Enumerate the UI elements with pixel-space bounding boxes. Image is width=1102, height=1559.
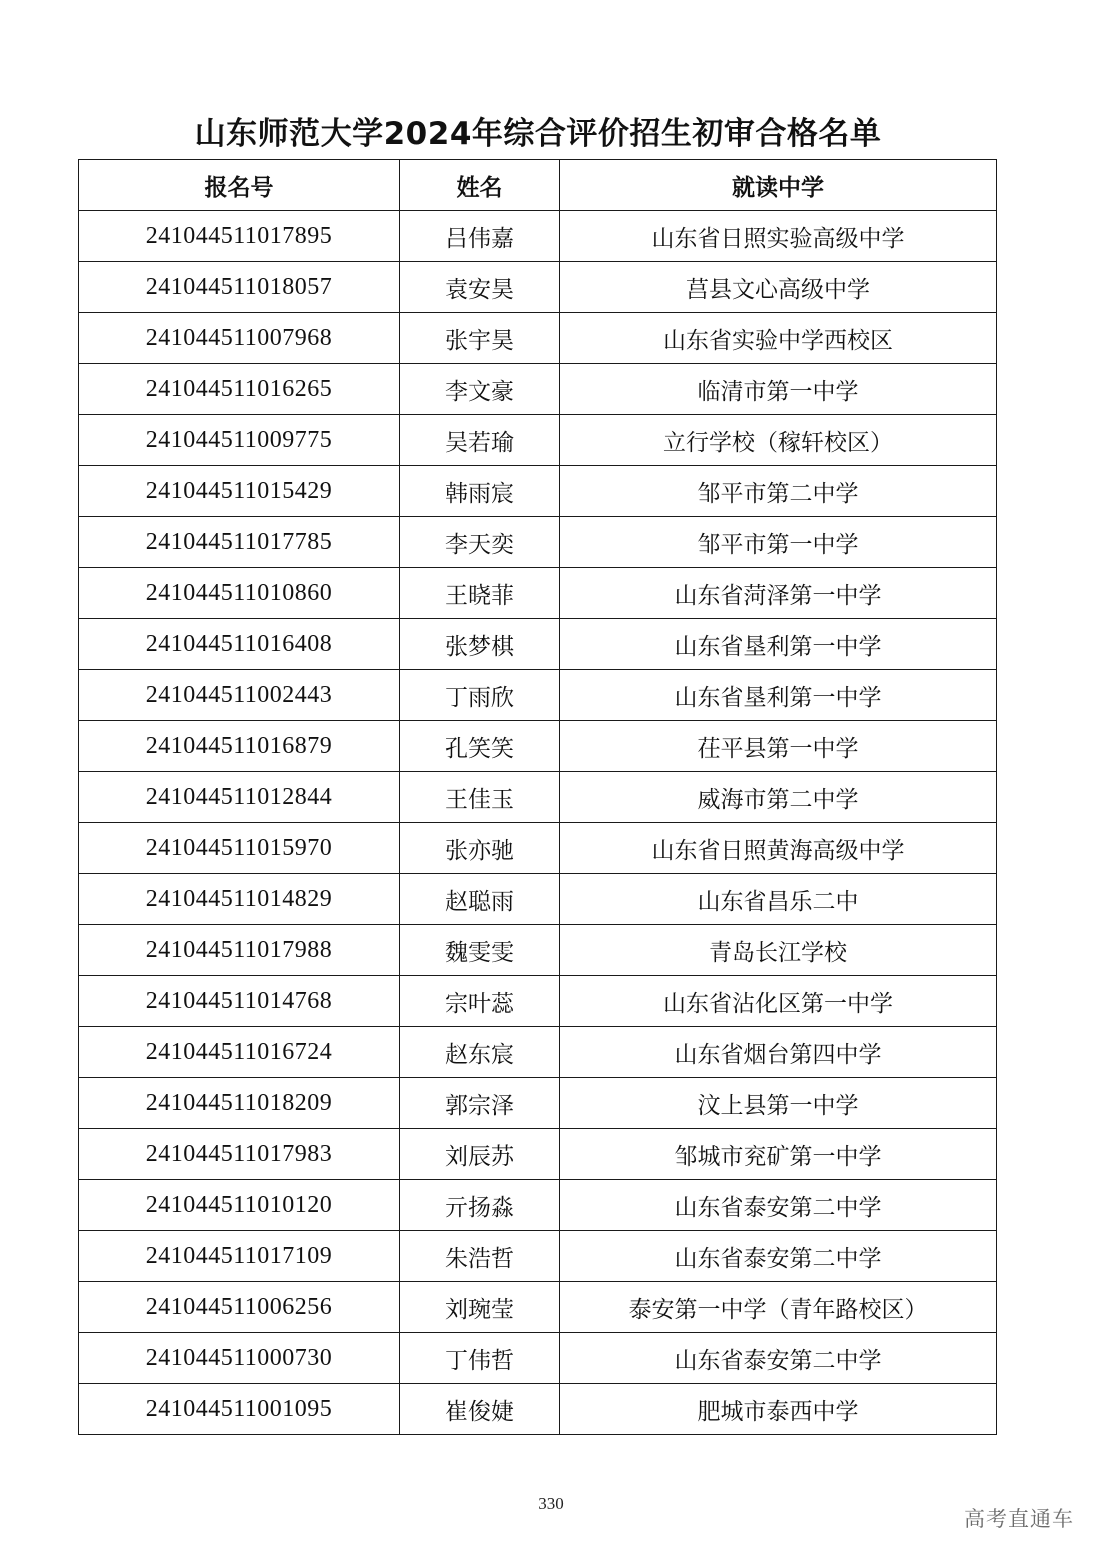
registration-number-cell: 241044511017988: [79, 925, 400, 976]
student-name-cell: 王佳玉: [400, 772, 560, 823]
school-name-cell: 汶上县第一中学: [560, 1078, 997, 1129]
registration-number-cell: 241044511014829: [79, 874, 400, 925]
registration-number-cell: 241044511002443: [79, 670, 400, 721]
registration-number-cell: 241044511000730: [79, 1333, 400, 1384]
school-name-cell: 山东省垦利第一中学: [560, 670, 997, 721]
table-row: [79, 262, 997, 313]
school-name-cell: 山东省昌乐二中: [560, 874, 997, 925]
watermark-text: 高考直通车: [964, 1507, 1074, 1531]
table-row: [79, 1231, 997, 1282]
registration-number-cell: 241044511016265: [79, 364, 400, 415]
student-name-cell: 张宇昊: [400, 313, 560, 364]
school-name-cell: 莒县文心高级中学: [560, 262, 997, 313]
table-body: [79, 211, 997, 1435]
student-name-cell: 丁伟哲: [400, 1333, 560, 1384]
table-row: [79, 1078, 997, 1129]
school-name-cell: 山东省泰安第二中学: [560, 1231, 997, 1282]
table-row: [79, 1282, 997, 1333]
table-row: [79, 874, 997, 925]
column-header-school: 就读中学: [560, 160, 997, 211]
student-name-cell: 张亦驰: [400, 823, 560, 874]
student-name-cell: 亓扬淼: [400, 1180, 560, 1231]
registration-number-cell: 241044511010860: [79, 568, 400, 619]
table-row: [79, 1129, 997, 1180]
school-name-cell: 邹城市兖矿第一中学: [560, 1129, 997, 1180]
table-row: [79, 466, 997, 517]
student-name-cell: 郭宗泽: [400, 1078, 560, 1129]
student-name-cell: 李天奕: [400, 517, 560, 568]
registration-number-cell: 241044511015429: [79, 466, 400, 517]
column-header-registration-number: 报名号: [79, 160, 400, 211]
registration-number-cell: 241044511017109: [79, 1231, 400, 1282]
table-row: [79, 364, 997, 415]
school-name-cell: 邹平市第二中学: [560, 466, 997, 517]
table-row: [79, 1027, 997, 1078]
column-header-name: 姓名: [400, 160, 560, 211]
table-row: [79, 517, 997, 568]
registration-number-cell: 241044511017895: [79, 211, 400, 262]
school-name-cell: 山东省菏泽第一中学: [560, 568, 997, 619]
table-row: [79, 313, 997, 364]
page-number: 330: [538, 1494, 564, 1513]
table-row: [79, 1333, 997, 1384]
registration-number-cell: 241044511017983: [79, 1129, 400, 1180]
school-name-cell: 临清市第一中学: [560, 364, 997, 415]
registration-number-cell: 241044511012844: [79, 772, 400, 823]
table-header-row: [79, 160, 997, 211]
student-name-cell: 吕伟嘉: [400, 211, 560, 262]
student-name-cell: 孔笑笑: [400, 721, 560, 772]
student-name-cell: 刘琬莹: [400, 1282, 560, 1333]
registration-number-cell: 241044511018209: [79, 1078, 400, 1129]
table-row: [79, 1180, 997, 1231]
registration-number-cell: 241044511010120: [79, 1180, 400, 1231]
table-row: [79, 619, 997, 670]
registration-number-cell: 241044511016724: [79, 1027, 400, 1078]
school-name-cell: 山东省泰安第二中学: [560, 1333, 997, 1384]
registration-number-cell: 241044511016408: [79, 619, 400, 670]
school-name-cell: 泰安第一中学（青年路校区）: [560, 1282, 997, 1333]
table-row: [79, 823, 997, 874]
table-row: [79, 925, 997, 976]
registration-number-cell: 241044511016879: [79, 721, 400, 772]
table-row: [79, 670, 997, 721]
table-row: [79, 568, 997, 619]
student-name-cell: 丁雨欣: [400, 670, 560, 721]
student-name-cell: 朱浩哲: [400, 1231, 560, 1282]
student-name-cell: 韩雨宸: [400, 466, 560, 517]
school-name-cell: 山东省日照实验高级中学: [560, 211, 997, 262]
registration-number-cell: 241044511018057: [79, 262, 400, 313]
registration-number-cell: 241044511006256: [79, 1282, 400, 1333]
school-name-cell: 茌平县第一中学: [560, 721, 997, 772]
registration-number-cell: 241044511001095: [79, 1384, 400, 1435]
school-name-cell: 威海市第二中学: [560, 772, 997, 823]
school-name-cell: 邹平市第一中学: [560, 517, 997, 568]
student-name-cell: 刘辰苏: [400, 1129, 560, 1180]
school-name-cell: 肥城市泰西中学: [560, 1384, 997, 1435]
registration-number-cell: 241044511017785: [79, 517, 400, 568]
table-row: [79, 976, 997, 1027]
school-name-cell: 山东省泰安第二中学: [560, 1180, 997, 1231]
student-name-cell: 吴若瑜: [400, 415, 560, 466]
table-row: [79, 415, 997, 466]
school-name-cell: 立行学校（稼轩校区）: [560, 415, 997, 466]
student-name-cell: 崔俊婕: [400, 1384, 560, 1435]
page-title: 山东师范大学2024年综合评价招生初审合格名单: [194, 116, 882, 152]
school-name-cell: 山东省实验中学西校区: [560, 313, 997, 364]
school-name-cell: 山东省沾化区第一中学: [560, 976, 997, 1027]
registration-number-cell: 241044511015970: [79, 823, 400, 874]
table-row: [79, 211, 997, 262]
student-name-cell: 袁安昊: [400, 262, 560, 313]
table-row: [79, 1384, 997, 1435]
table-row: [79, 721, 997, 772]
student-name-cell: 王晓菲: [400, 568, 560, 619]
school-name-cell: 山东省垦利第一中学: [560, 619, 997, 670]
student-name-cell: 魏雯雯: [400, 925, 560, 976]
registration-number-cell: 241044511014768: [79, 976, 400, 1027]
student-name-cell: 宗叶蕊: [400, 976, 560, 1027]
student-name-cell: 赵东宸: [400, 1027, 560, 1078]
school-name-cell: 青岛长江学校: [560, 925, 997, 976]
student-name-cell: 张梦棋: [400, 619, 560, 670]
admission-list-table: [78, 159, 997, 1435]
table-row: [79, 772, 997, 823]
registration-number-cell: 241044511007968: [79, 313, 400, 364]
school-name-cell: 山东省烟台第四中学: [560, 1027, 997, 1078]
student-name-cell: 李文豪: [400, 364, 560, 415]
student-name-cell: 赵聪雨: [400, 874, 560, 925]
school-name-cell: 山东省日照黄海高级中学: [560, 823, 997, 874]
registration-number-cell: 241044511009775: [79, 415, 400, 466]
